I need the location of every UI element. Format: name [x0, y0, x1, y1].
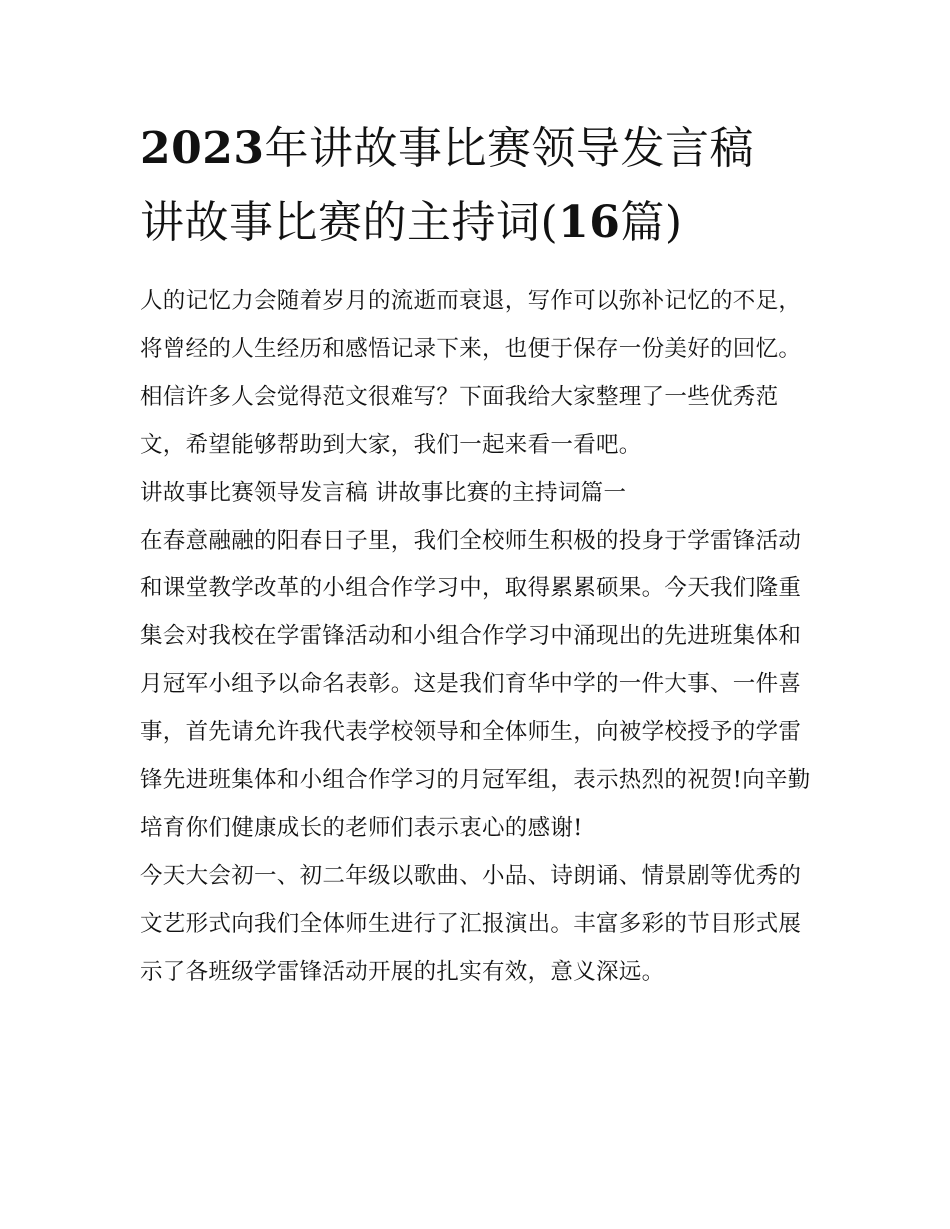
title-year: 2023 — [140, 123, 265, 174]
paragraph-1: 在春意融融的阳春日子里，我们全校师生积极的投身于学雷锋活动和课堂教学改革的小组合作学习中，取得累累硕果。今天我们隆重集会对我校在学雷锋活动和小组合作学习中涌现出的先进班集体和月冠军小组予以命名表彰。这是我们育华中学的一件大事、一件喜事，首先请允许我代表学校领导和全体师生，向被学校授予的学雷锋先进班集体和小组合作学习的月冠军组，表示热烈的祝贺!向辛勤培育你们健康成长的老师们表示衷心的感谢! — [140, 527, 811, 841]
title-line1: 年讲故事比赛领导发言稿 — [264, 123, 754, 174]
document-body — [140, 278, 820, 997]
intro-paragraph: 人的记忆力会随着岁月的流逝而衰退，写作可以弥补记忆的不足，将曾经的人生经历和感悟记录下来，也便于保存一份美好的回忆。相信许多人会觉得范文很难写？下面我给大家整理了一些优秀范文，希望能够帮助到大家，我们一起来看一看吧。 — [140, 288, 802, 458]
paragraph-2: 今天大会初一、初二年级以歌曲、小品、诗朗诵、情景剧等优秀的文艺形式向我们全体师生进行了汇报演出。丰富多彩的节目形式展示了各班级学雷锋活动开展的扎实有效，意义深远。 — [140, 862, 802, 985]
document-title — [140, 112, 820, 260]
title-line2: 讲故事比赛的主持词( — [140, 197, 559, 248]
title-line2-end: 篇) — [620, 197, 683, 248]
section-heading: 讲故事比赛领导发言稿 讲故事比赛的主持词篇一 — [140, 479, 627, 506]
title-count: 16 — [558, 197, 621, 248]
